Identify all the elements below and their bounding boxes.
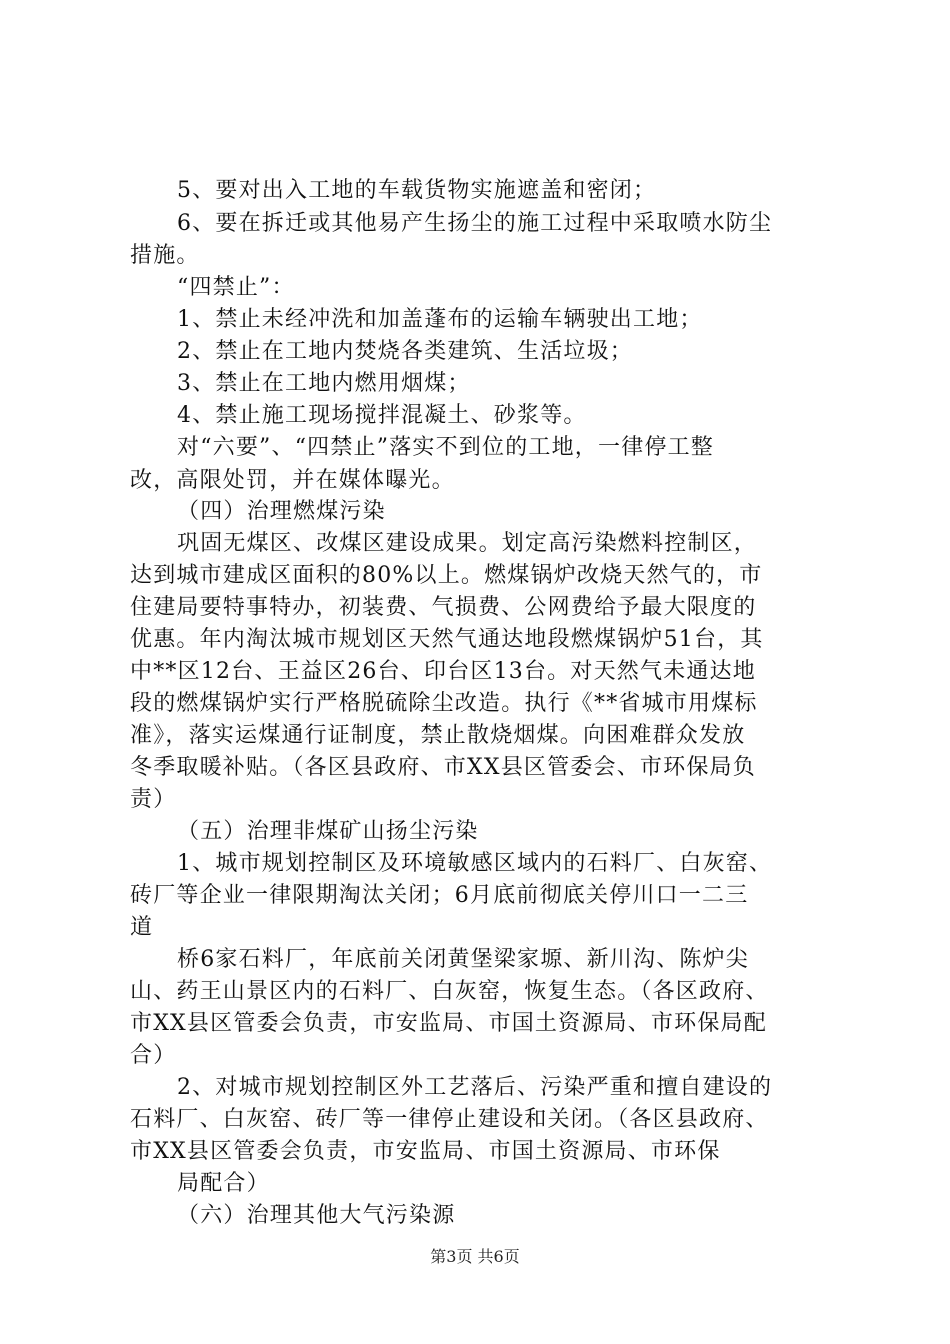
section-heading: （六）治理其他大气污染源 <box>177 1203 456 1228</box>
text-line: 改，高限处罚，并在媒体曝光。 <box>130 468 455 493</box>
text-line: 中**区12台、王益区26台、印台区13台。对天然气未通达地 <box>130 659 756 684</box>
text-line: 1、禁止未经冲洗和加盖蓬布的运输车辆驶出工地； <box>177 307 703 332</box>
text-line: 市XX县区管委会负责，市安监局、市国土资源局、市环保 <box>130 1139 721 1164</box>
text-line: 巩固无煤区、改煤区建设成果。划定高污染燃料控制区， <box>177 531 758 556</box>
section-heading: （五）治理非煤矿山扬尘污染 <box>177 819 479 844</box>
section-heading: （四）治理燃煤污染 <box>177 499 386 524</box>
text-line: 冬季取暖补贴。（各区县政府、市XX县区管委会、市环保局负 <box>130 755 756 780</box>
text-line: 石料厂、白灰窑、砖厂等一律停止建设和关闭。（各区县政府、 <box>130 1107 769 1132</box>
text-line: 6、要在拆迁或其他易产生扬尘的施工过程中采取喷水防尘 <box>177 211 773 236</box>
page-number-footer: 第3页 共6页 <box>430 1247 520 1266</box>
text-line: 合） <box>130 1043 177 1068</box>
text-line: 山、药王山景区内的石料厂、白灰窑，恢复生态。（各区政府、 <box>130 979 769 1004</box>
text-line: 段的燃煤锅炉实行严格脱硫除尘改造。执行《**省城市用煤标 <box>130 691 758 716</box>
text-line: 2、禁止在工地内焚烧各类建筑、生活垃圾； <box>177 339 633 364</box>
text-line: 责） <box>130 787 177 812</box>
text-line: 准》，落实运煤通行证制度，禁止散烧烟煤。向困难群众发放 <box>130 723 746 748</box>
text-line: 优惠。年内淘汰城市规划区天然气通达地段燃煤锅炉51台，其 <box>130 627 764 652</box>
text-line: 对“六要”、“四禁止”落实不到位的工地，一律停工整 <box>177 435 714 460</box>
text-line: 住建局要特事特办，初装费、气损费、公网费给予最大限度的 <box>130 595 757 620</box>
text-line: 桥6家石料厂，年底前关闭黄堡梁家塬、新川沟、陈炉尖 <box>177 947 749 972</box>
text-line: 达到城市建成区面积的80%以上。燃煤锅炉改烧天然气的，市 <box>130 563 763 588</box>
text-line: 局配合） <box>177 1171 270 1196</box>
text-line: 3、禁止在工地内燃用烟煤； <box>177 371 471 396</box>
text-line: 1、城市规划控制区及环境敏感区域内的石料厂、白灰窑、 <box>177 851 773 876</box>
text-line: “四禁止”： <box>177 275 295 300</box>
text-line: 道 <box>130 915 154 940</box>
text-line: 4、禁止施工现场搅拌混凝土、砂浆等。 <box>177 403 587 428</box>
text-line: 措施。 <box>130 243 200 268</box>
text-line: 2、对城市规划控制区外工艺落后、污染严重和擅自建设的 <box>177 1075 773 1100</box>
text-line: 市XX县区管委会负责，市安监局、市国土资源局、市环保局配 <box>130 1011 767 1036</box>
text-line: 砖厂等企业一律限期淘汰关闭；6月底前彻底关停川口一二三 <box>130 883 749 908</box>
text-line: 5、要对出入工地的车载货物实施遮盖和密闭； <box>177 178 657 203</box>
